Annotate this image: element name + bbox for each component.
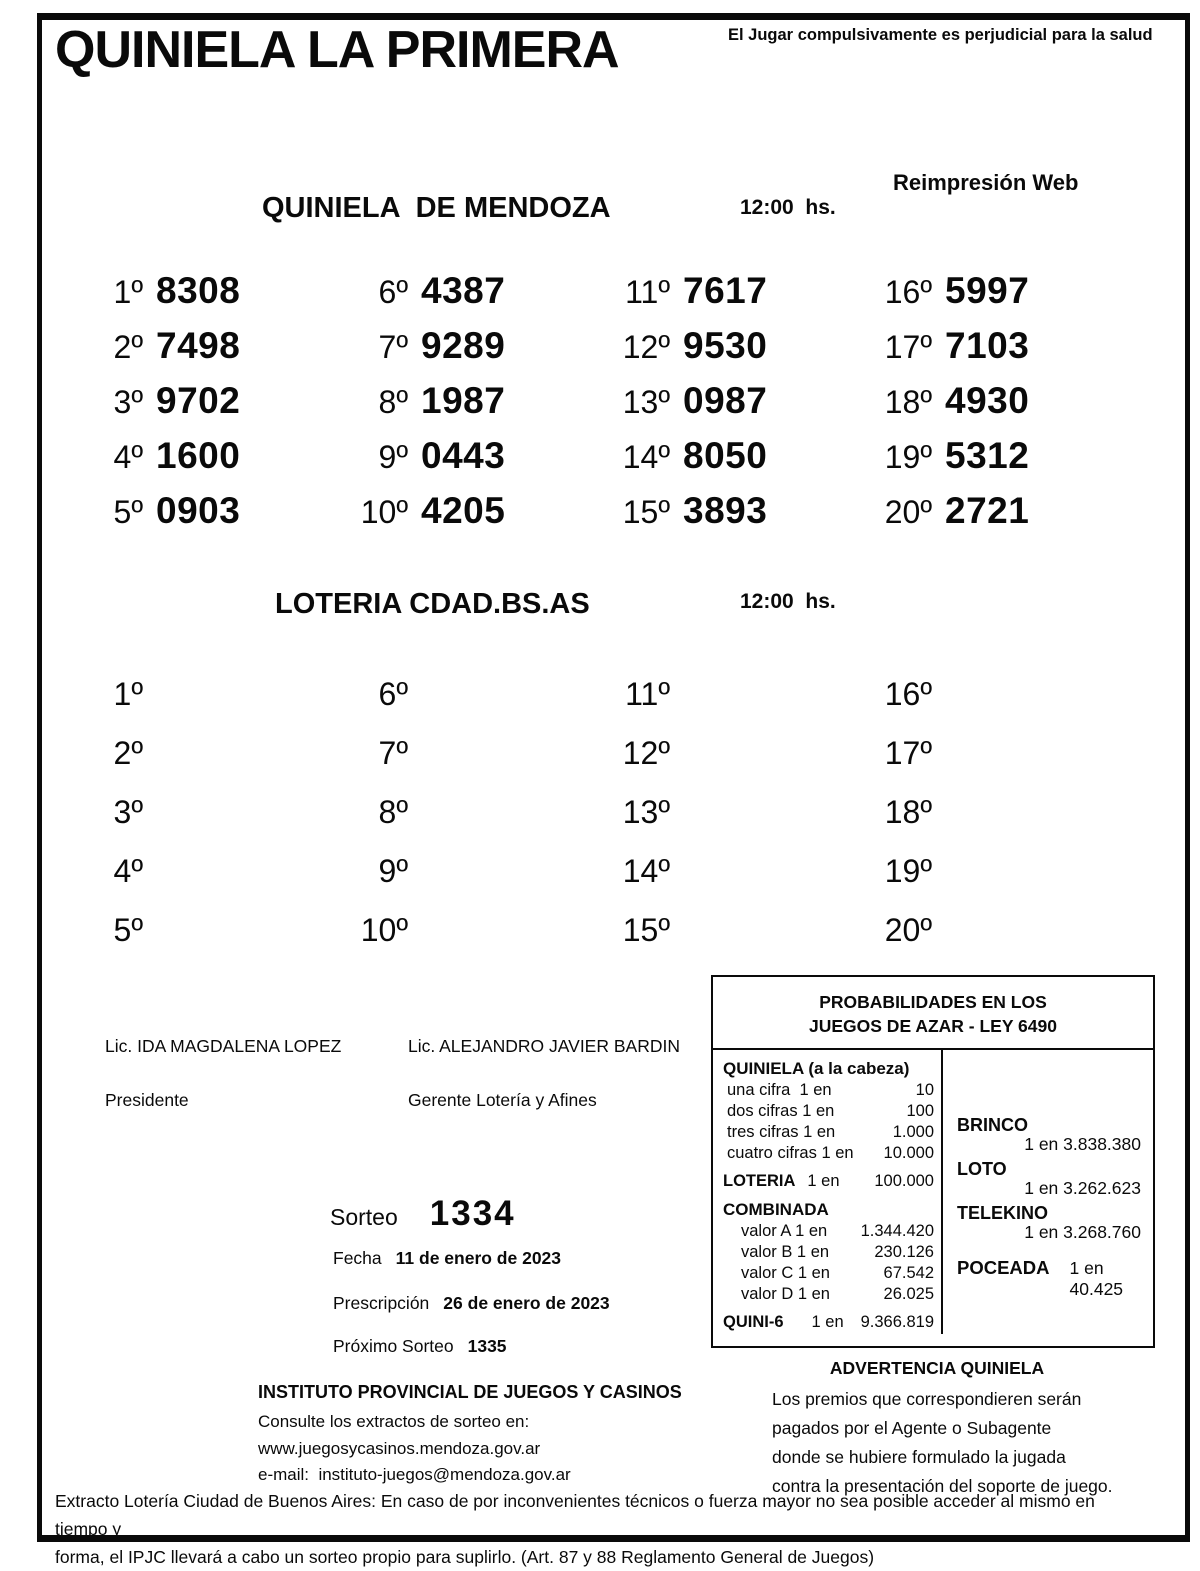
position-label: 2º xyxy=(113,735,143,771)
position-label: 10º xyxy=(360,494,408,530)
odds-label: valor B 1 en xyxy=(741,1243,830,1261)
advertencia-line: donde se hubiere formulado la jugada xyxy=(772,1447,1066,1467)
position-label: 1º xyxy=(113,274,143,310)
mendoza-result-cell xyxy=(874,435,1104,490)
institute-url: www.juegosycasinos.mendoza.gov.ar xyxy=(258,1439,541,1458)
bsas-position-cell xyxy=(85,794,350,853)
mendoza-result-cell xyxy=(85,270,350,325)
position-label: 15º xyxy=(622,912,670,948)
odds-value: 230.126 xyxy=(874,1243,934,1261)
odds-label: valor C 1 en xyxy=(741,1264,830,1282)
position-label: 17º xyxy=(884,329,932,365)
mendoza-result-cell xyxy=(350,435,612,490)
probabilities-left-column xyxy=(713,1050,943,1334)
result-number: 8308 xyxy=(156,270,241,311)
mendoza-result-cell xyxy=(350,490,612,545)
bsas-position-cell xyxy=(612,853,874,912)
position-label: 4º xyxy=(113,853,143,889)
advertencia-line: contra la presentación del soporte de juego. xyxy=(772,1476,1113,1496)
result-number: 4930 xyxy=(945,380,1030,421)
quini6-odds-row xyxy=(723,1312,934,1333)
position-label: 8º xyxy=(378,794,408,830)
bsas-position-cell xyxy=(874,735,1104,794)
mendoza-result-cell xyxy=(350,270,612,325)
institute-email: e-mail: instituto-juegos@mendoza.gov.ar xyxy=(258,1465,571,1484)
odds-label: una cifra 1 en xyxy=(727,1081,832,1099)
position-label: 20º xyxy=(884,912,932,948)
sorteo-label: Sorteo xyxy=(330,1204,398,1230)
bsas-position-cell xyxy=(350,676,612,735)
result-number: 1600 xyxy=(156,435,241,476)
position-label: 14º xyxy=(622,439,670,475)
mendoza-result-cell xyxy=(874,270,1104,325)
bsas-section-title: LOTERIA CDAD.BS.AS xyxy=(275,588,590,620)
bsas-positions-grid xyxy=(85,676,1104,971)
odds-label: valor D 1 en xyxy=(741,1285,830,1303)
official-name-president: Lic. IDA MAGDALENA LOPEZ xyxy=(105,1036,342,1056)
probabilities-box xyxy=(711,975,1155,1348)
position-label: 20º xyxy=(884,494,932,530)
position-label: 9º xyxy=(378,439,408,475)
mendoza-result-cell xyxy=(350,380,612,435)
footer-disclaimer-line1: Extracto Lotería Ciudad de Buenos Aires: En caso de por inconvenientes técnicos o fuerza mayor no sea posible acceder al mismo en tiempo y xyxy=(55,1491,1095,1539)
position-label: 13º xyxy=(622,384,670,420)
position-label: 8º xyxy=(378,384,408,420)
result-number: 9702 xyxy=(156,380,241,421)
bsas-position-cell xyxy=(350,853,612,912)
bsas-draw-time: 12:00 hs. xyxy=(740,590,836,613)
position-label: 11º xyxy=(625,274,670,310)
advertencia-line: pagados por el Agente o Subagente xyxy=(772,1418,1052,1438)
position-label: 12º xyxy=(622,329,670,365)
position-label: 18º xyxy=(884,384,932,420)
bsas-position-cell xyxy=(350,912,612,971)
reprint-web-label: Reimpresión Web xyxy=(893,170,1079,195)
position-label: 5º xyxy=(113,912,143,948)
odds-mid: 1 en xyxy=(807,1172,840,1190)
game-name: LOTO xyxy=(957,1159,1007,1179)
institute-name: INSTITUTO PROVINCIAL DE JUEGOS Y CASINOS xyxy=(258,1382,682,1402)
odds-label: LOTERIA xyxy=(723,1172,796,1190)
mendoza-draw-time: 12:00 hs. xyxy=(740,196,836,219)
bsas-position-cell xyxy=(612,794,874,853)
bsas-position-cell xyxy=(874,676,1104,735)
game-odds-loto xyxy=(957,1160,1143,1198)
odds-value: 67.542 xyxy=(883,1264,934,1282)
result-number: 8050 xyxy=(683,435,768,476)
bsas-position-cell xyxy=(874,912,1104,971)
result-number: 2721 xyxy=(945,490,1030,531)
sorteo-line xyxy=(330,1194,516,1234)
game-name: TELEKINO xyxy=(957,1203,1049,1223)
prescripcion-line xyxy=(333,1293,610,1314)
odds-value: 100 xyxy=(906,1102,934,1120)
result-number: 1987 xyxy=(421,380,506,421)
game-name: BRINCO xyxy=(957,1115,1028,1135)
footer-disclaimer-line2: forma, el IPJC llevará a cabo un sorteo propio para suplirlo. (Art. 87 y 88 Reglamento General de Juegos) xyxy=(55,1547,875,1567)
mendoza-result-cell xyxy=(612,435,874,490)
mendoza-result-cell xyxy=(612,270,874,325)
odds-row xyxy=(723,1263,934,1284)
game-odds: 1 en 3.262.623 xyxy=(1024,1178,1141,1198)
mendoza-result-cell xyxy=(612,380,874,435)
mendoza-result-cell xyxy=(612,490,874,545)
fecha-line xyxy=(333,1248,561,1269)
mendoza-results-grid xyxy=(85,270,1104,545)
proximo-sorteo-line xyxy=(333,1336,507,1357)
page-title: QUINIELA LA PRIMERA xyxy=(55,21,619,79)
result-number: 9530 xyxy=(683,325,768,366)
position-label: 14º xyxy=(622,853,670,889)
official-role-president: Presidente xyxy=(105,1090,189,1110)
odds-row xyxy=(723,1101,934,1122)
position-label: 13º xyxy=(622,794,670,830)
position-label: 6º xyxy=(378,274,408,310)
odds-label: tres cifras 1 en xyxy=(727,1123,836,1141)
position-label: 9º xyxy=(378,853,408,889)
result-number: 3893 xyxy=(683,490,768,531)
result-number: 0987 xyxy=(683,380,768,421)
bsas-position-cell xyxy=(612,676,874,735)
mendoza-result-cell xyxy=(350,325,612,380)
odds-value: 100.000 xyxy=(874,1172,934,1190)
mendoza-result-cell xyxy=(874,325,1104,380)
bsas-position-cell xyxy=(612,912,874,971)
mendoza-result-cell xyxy=(85,325,350,380)
odds-row xyxy=(723,1242,934,1263)
position-label: 16º xyxy=(884,676,932,712)
sorteo-number: 1334 xyxy=(429,1194,516,1233)
odds-value: 1.000 xyxy=(892,1123,934,1141)
loteria-odds-row xyxy=(723,1171,934,1192)
odds-value: 9.366.819 xyxy=(860,1313,934,1331)
result-number: 9289 xyxy=(421,325,506,366)
odds-row xyxy=(723,1143,934,1164)
probabilities-title xyxy=(713,977,1153,1050)
game-odds-telekino xyxy=(957,1204,1143,1242)
mendoza-result-cell xyxy=(85,380,350,435)
result-number: 5997 xyxy=(945,270,1030,311)
position-label: 19º xyxy=(884,853,932,889)
odds-value: 10 xyxy=(915,1081,934,1099)
position-label: 12º xyxy=(622,735,670,771)
combinada-odds-header: COMBINADA xyxy=(723,1200,829,1219)
odds-label: QUINI-6 xyxy=(723,1313,784,1331)
game-odds: 1 en 3.838.380 xyxy=(1024,1134,1141,1154)
odds-value: 1.344.420 xyxy=(860,1222,934,1240)
position-label: 4º xyxy=(113,439,143,475)
position-label: 16º xyxy=(884,274,932,310)
proximo-sorteo-value: 1335 xyxy=(467,1336,507,1356)
fecha-label: Fecha xyxy=(333,1248,382,1268)
result-number: 4387 xyxy=(421,270,506,311)
fecha-value: 11 de enero de 2023 xyxy=(395,1248,562,1268)
bsas-position-cell xyxy=(85,735,350,794)
game-odds-poceada xyxy=(957,1258,1143,1300)
prescripcion-label: Prescripción xyxy=(333,1293,430,1313)
result-number: 4205 xyxy=(421,490,506,531)
odds-label: cuatro cifras 1 en xyxy=(727,1144,854,1162)
position-label: 6º xyxy=(378,676,408,712)
position-label: 3º xyxy=(113,384,143,420)
probabilities-right-column xyxy=(943,1050,1153,1334)
result-number: 0443 xyxy=(421,435,506,476)
odds-value: 26.025 xyxy=(883,1285,934,1303)
institute-consult-line: Consulte los extractos de sorteo en: xyxy=(258,1412,530,1431)
result-number: 7498 xyxy=(156,325,241,366)
result-number: 0903 xyxy=(156,490,241,531)
game-odds: 1 en 3.268.760 xyxy=(1024,1222,1141,1242)
bsas-position-cell xyxy=(612,735,874,794)
official-name-manager: Lic. ALEJANDRO JAVIER BARDIN xyxy=(408,1036,680,1056)
official-role-manager: Gerente Lotería y Afines xyxy=(408,1090,597,1110)
mendoza-result-cell xyxy=(612,325,874,380)
position-label: 3º xyxy=(113,794,143,830)
mendoza-section-title: QUINIELA DE MENDOZA xyxy=(262,192,611,224)
result-number: 7617 xyxy=(683,270,768,311)
odds-label: dos cifras 1 en xyxy=(727,1102,835,1120)
probabilities-title-line1: PROBABILIDADES EN LOS xyxy=(819,992,1047,1012)
prescripcion-value: 26 de enero de 2023 xyxy=(443,1293,610,1313)
advertencia-title: ADVERTENCIA QUINIELA xyxy=(829,1358,1045,1378)
position-label: 10º xyxy=(360,912,408,948)
position-label: 2º xyxy=(113,329,143,365)
footer-disclaimer xyxy=(55,1487,1147,1571)
bsas-position-cell xyxy=(85,676,350,735)
odds-label: valor A 1 en xyxy=(741,1222,828,1240)
bsas-position-cell xyxy=(350,735,612,794)
position-label: 11º xyxy=(625,676,670,712)
odds-value: 10.000 xyxy=(883,1144,934,1162)
position-label: 7º xyxy=(378,329,408,365)
odds-mid: 1 en xyxy=(811,1313,844,1331)
position-label: 5º xyxy=(113,494,143,530)
bsas-position-cell xyxy=(350,794,612,853)
mendoza-result-cell xyxy=(85,435,350,490)
odds-row xyxy=(723,1122,934,1143)
bsas-position-cell xyxy=(874,853,1104,912)
position-label: 19º xyxy=(884,439,932,475)
bsas-position-cell xyxy=(874,794,1104,853)
proximo-sorteo-label: Próximo Sorteo xyxy=(333,1336,454,1356)
position-label: 7º xyxy=(378,735,408,771)
position-label: 15º xyxy=(622,494,670,530)
mendoza-result-cell xyxy=(85,490,350,545)
result-number: 7103 xyxy=(945,325,1030,366)
odds-row xyxy=(723,1080,934,1101)
mendoza-result-cell xyxy=(874,380,1104,435)
odds-row xyxy=(723,1284,934,1305)
odds-row xyxy=(723,1221,934,1242)
health-warning: El Jugar compulsivamente es perjudicial para la salud xyxy=(728,26,1153,44)
probabilities-title-line2: JUEGOS DE AZAR - LEY 6490 xyxy=(809,1016,1057,1036)
position-label: 18º xyxy=(884,794,932,830)
position-label: 1º xyxy=(113,676,143,712)
game-odds: 1 en 40.425 xyxy=(1069,1258,1124,1299)
bsas-position-cell xyxy=(85,912,350,971)
position-label: 17º xyxy=(884,735,932,771)
game-name: POCEADA xyxy=(957,1257,1050,1278)
bsas-position-cell xyxy=(85,853,350,912)
advertencia-line: Los premios que correspondieren serán xyxy=(772,1389,1082,1409)
game-odds-brinco xyxy=(957,1116,1143,1154)
result-number: 5312 xyxy=(945,435,1030,476)
quiniela-odds-header: QUINIELA (a la cabeza) xyxy=(723,1059,910,1078)
mendoza-result-cell xyxy=(874,490,1104,545)
